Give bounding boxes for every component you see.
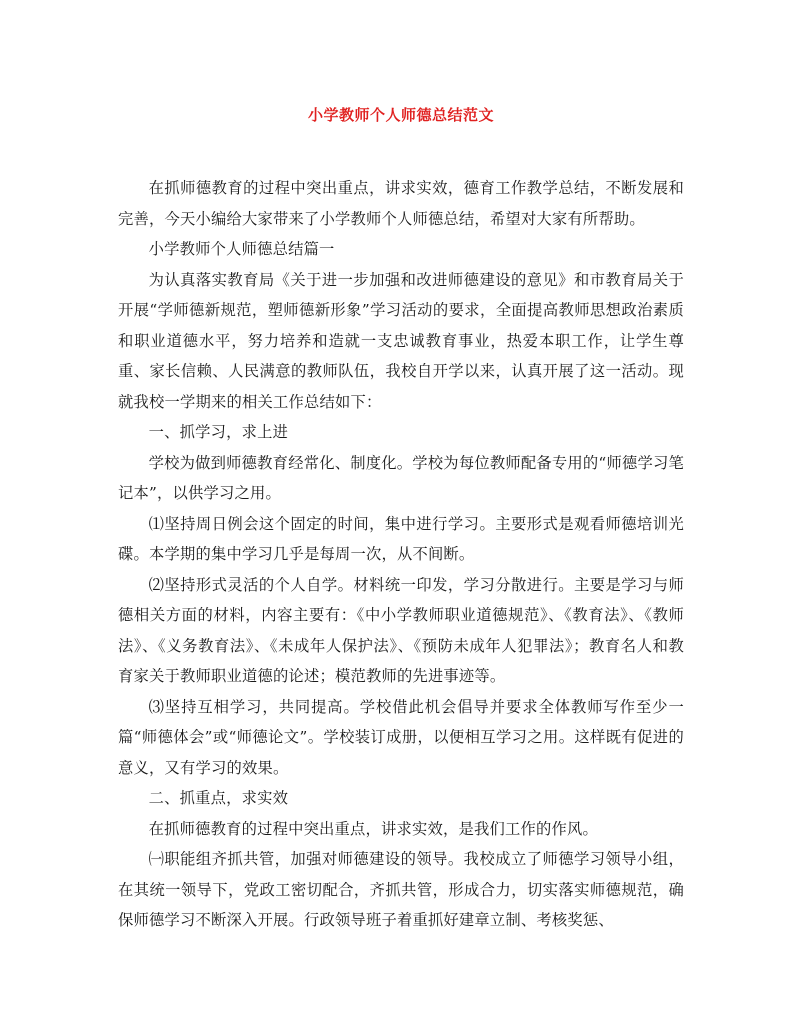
document-page bbox=[118, 0, 684, 936]
paragraph: 学校为做到师德教育经常化、制度化。学校为每位教师配备专用的“师德学习笔记本”，以供学习之用。 bbox=[118, 453, 684, 502]
list-item: ⑴坚持周日例会这个固定的时间，集中进行学习。主要形式是观看师德培训光碟。本学期的集中学习几乎是每周一次，从不间断。 bbox=[118, 514, 684, 563]
document-body bbox=[118, 173, 684, 936]
section-heading-part-one: 小学教师个人师德总结篇一 bbox=[148, 240, 335, 258]
paragraph: 在抓师德教育的过程中突出重点，讲求实效，是我们工作的作风。 bbox=[148, 819, 599, 838]
document-title: 小学教师个人师德总结范文 bbox=[307, 106, 494, 124]
intro-paragraph: 在抓师德教育的过程中突出重点，讲求实效，德育工作教学总结，不断发展和完善，今天小编给大家带来了小学教师个人师德总结，希望对大家有所帮助。 bbox=[118, 179, 684, 228]
list-item: ⑶坚持互相学习，共同提高。学校借此机会倡导并要求全体教师写作至少一篇“师德体会”或“师德论文”。学校装订成册，以便相互学习之用。这样既有促进的意义，又有学习的效果。 bbox=[118, 697, 684, 777]
section-heading-focus: 二、抓重点，求实效 bbox=[148, 789, 289, 807]
list-item: ⑵坚持形式灵活的个人自学。材料统一印发，学习分散进行。主要是学习与师德相关方面的材料，内容主要有：《中小学教师职业道德规范》、《教育法》、《教师法》、《义务教育法》、《未成年人保护法》、《预防未成年人犯罪法》；教育名人和教育家关于教师职业道德的论述；模范教师的先进事迹等。 bbox=[118, 575, 684, 685]
list-item: ㈠职能组齐抓共管，加强对师德建设的领导。我校成立了师德学习领导小组，在其统一领导下，党政工密切配合，齐抓共管，形成合力，切实落实师德规范，确保师德学习不断深入开展。行政领导班子着重抓好建章立制、考核奖惩、 bbox=[118, 850, 684, 929]
paragraph: 为认真落实教育局《关于进一步加强和改进师德建设的意见》和市教育局关于开展“学师德新规范，塑师德新形象”学习活动的要求，全面提高教师思想政治素质和职业道德水平，努力培养和造就一支忠诚教育事业，热爱本职工作，让学生尊重、家长信赖、人民满意的教师队伍，我校自开学以来，认真开展了这一活动。现就我校一学期来的相关工作总结如下： bbox=[118, 270, 684, 411]
section-heading-study: 一、抓学习，求上进 bbox=[148, 423, 289, 441]
